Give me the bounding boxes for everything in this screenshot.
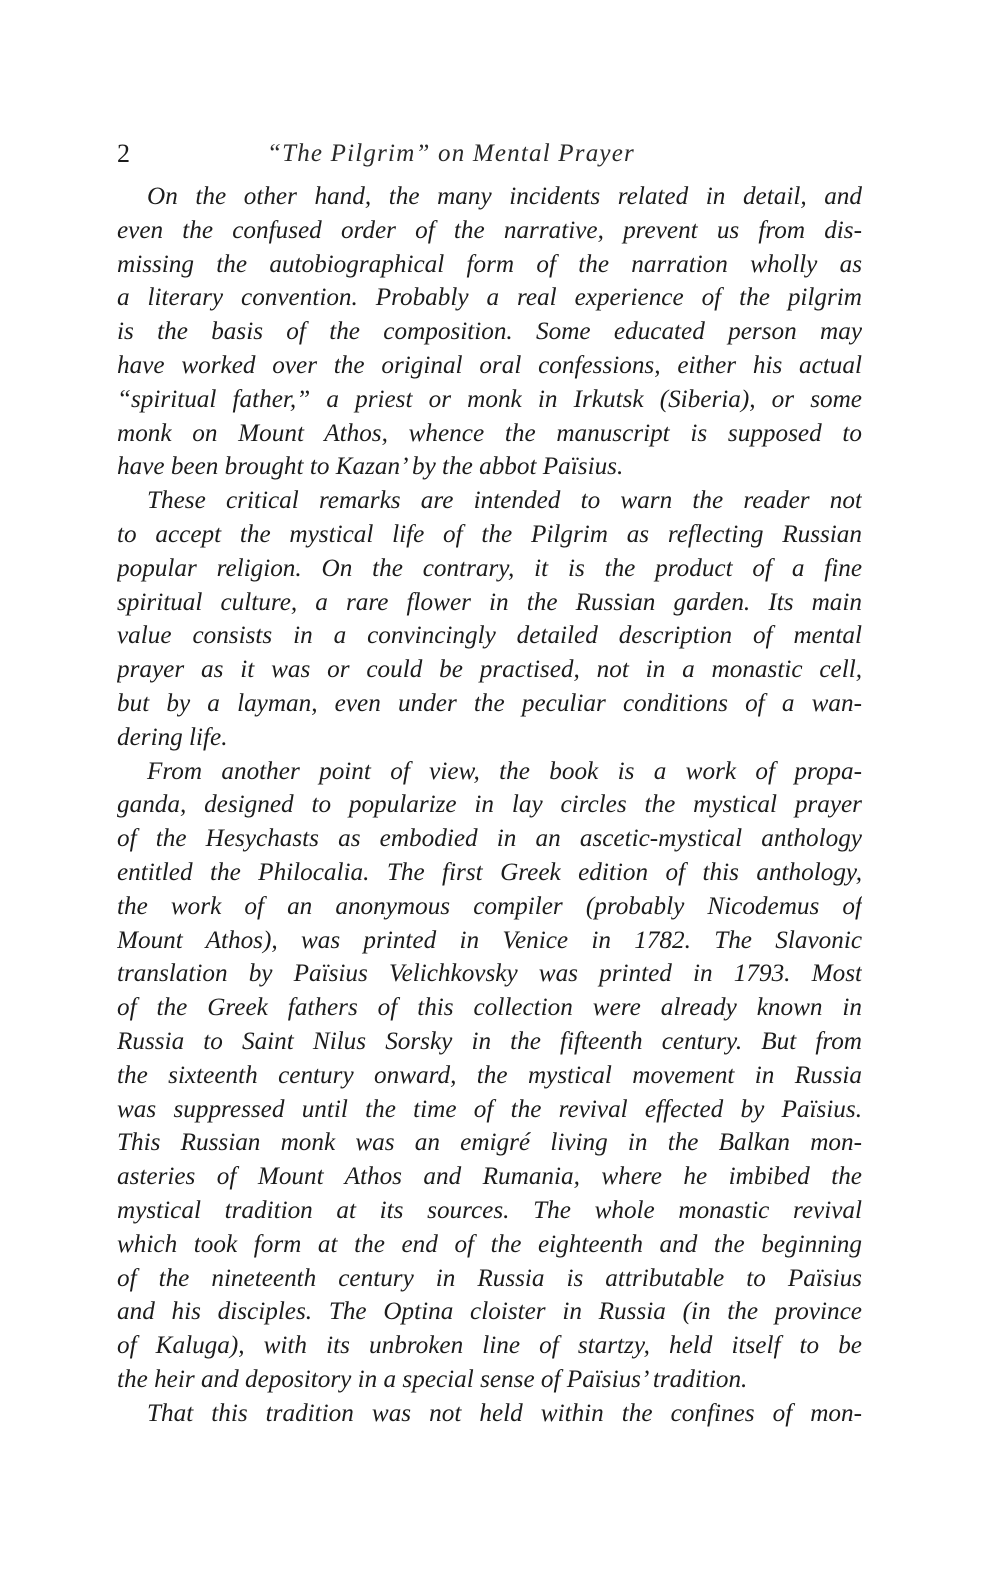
text-line: of the Hesychasts as embodied in an ascetic-mystical anthology — [117, 825, 862, 853]
text-line: Mount Athos), was printed in Venice in 1782. The Slavonic — [117, 926, 862, 954]
text-line: spiritual culture, a rare flower in the Russian garden. Its main — [117, 588, 862, 616]
text-line: but by a layman, even under the peculiar conditions of a wan- — [117, 689, 862, 717]
text-line: and his disciples. The Optina cloister in Russia (in the province — [117, 1298, 862, 1326]
text-line: of the Greek fathers of this collection were already known in — [117, 994, 862, 1022]
text-line: mystical tradition at its sources. The whole monastic revival — [117, 1196, 862, 1224]
text-line: of Kaluga), with its unbroken line of startzy, held itself to be — [117, 1332, 862, 1360]
text-line: even the confused order of the narrative, prevent us from dis- — [117, 216, 862, 244]
text-line: ganda, designed to popularize in lay circles the mystical prayer — [117, 791, 862, 819]
text-line: That this tradition was not held within the confines of mon- — [147, 1399, 862, 1427]
text-line: the sixteenth century onward, the mystical movement in Russia — [117, 1061, 862, 1089]
text-line: On the other hand, the many incidents related in detail, and — [147, 183, 862, 210]
text-line: is the basis of the composition. Some educated person may — [117, 318, 862, 346]
text-line: was suppressed until the time of the revival effected by Païsius. — [117, 1095, 862, 1123]
body-text — [117, 180, 862, 1430]
text-line: asteries of Mount Athos and Rumania, where he imbibed the — [117, 1163, 862, 1191]
text-line: value consists in a convincingly detailed description of mental — [117, 622, 862, 650]
text-line: to accept the mystical life of the Pilgrim as reflecting Russian — [117, 520, 862, 548]
running-head — [117, 137, 862, 173]
text-line: This Russian monk was an emigré living in the Balkan mon- — [117, 1129, 862, 1157]
text-line: entitled the Philocalia. The first Greek edition of this anthology, — [117, 858, 862, 886]
text-line: Russia to Saint Nilus Sorsky in the fifteenth century. But from — [117, 1027, 862, 1055]
text-line: of the nineteenth century in Russia is attributable to Païsius — [117, 1264, 862, 1292]
text-line: a literary convention. Probably a real experience of the pilgrim — [117, 284, 862, 312]
text-line: dering life. — [117, 723, 228, 751]
text-line: have been brought to Kazan’ by the abbot Païsius. — [117, 453, 624, 481]
text-line: the heir and depository in a special sense of Païsius’ tradition. — [117, 1365, 748, 1393]
text-line: have worked over the original oral confessions, either his actual — [117, 351, 862, 379]
text-line: the work of an anonymous compiler (probably Nicodemus of — [117, 892, 862, 920]
text-line: missing the autobiographical form of the narration wholly as — [117, 250, 862, 278]
running-title: “The Pilgrim” on Mental Prayer — [267, 140, 635, 167]
text-line: From another point of view, the book is a work of propa- — [147, 757, 862, 785]
text-line: These critical remarks are intended to warn the reader not — [147, 487, 862, 515]
page-number: 2 — [117, 139, 130, 168]
text-line: translation by Païsius Velichkovsky was printed in 1793. Most — [117, 960, 862, 988]
text-line: popular religion. On the contrary, it is the product of a fine — [117, 554, 862, 582]
text-line: monk on Mount Athos, whence the manuscript is supposed to — [117, 419, 862, 447]
text-line: prayer as it was or could be practised, not in a monastic cell, — [117, 656, 862, 684]
text-line: “spiritual father,” a priest or monk in Irkutsk (Siberia), or some — [117, 385, 862, 413]
text-line: which took form at the end of the eighteenth and the beginning — [117, 1230, 862, 1258]
